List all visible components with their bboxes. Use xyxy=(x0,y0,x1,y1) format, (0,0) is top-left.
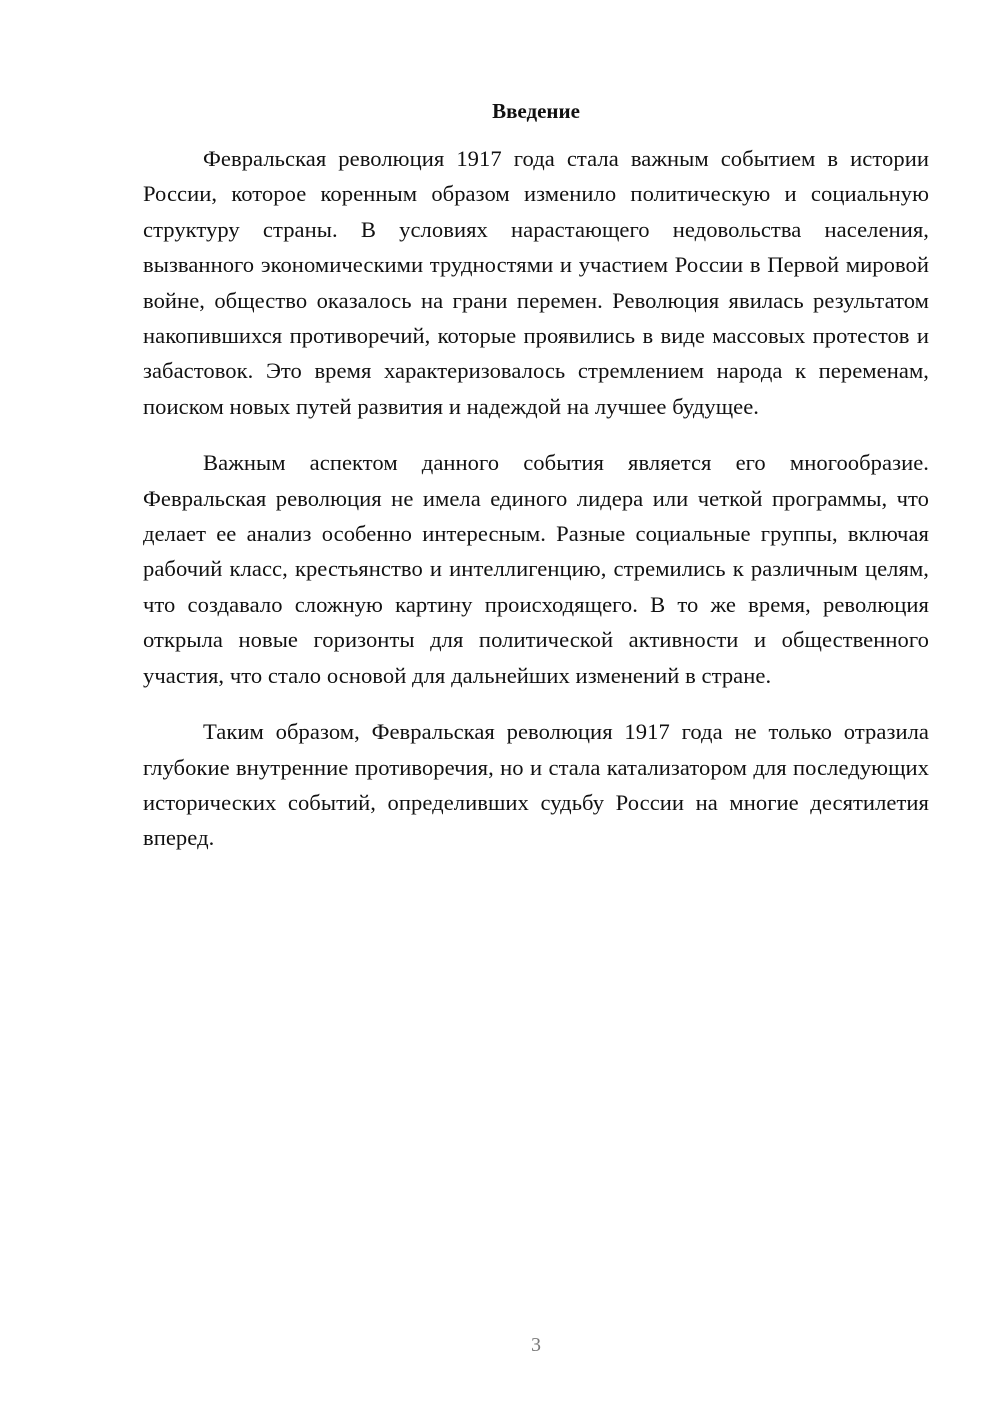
paragraph-conclusion: Таким образом, Февральская революция 1917 года не только отразила глубокие внутренние противоречия, но и стала катализатором для последующих исторических событий, определивших судьбу России на многие десятилетия вперед. xyxy=(143,719,929,851)
paragraph-diversity: Важным аспектом данного события является его многообразие. Февральская революция не имела единого лидера или четкой программы, что делает ее анализ особенно интересным. Разные социальные группы, включая рабочий класс, крестьянство и интеллигенцию, стремились к различным целям, что создавало сложную картину происходящего. В то же время, революция открыла новые горизонты для политической активности и общественного участия, что стало основой для дальнейших изменений в стране. xyxy=(143,450,929,688)
document-page xyxy=(143,94,929,877)
page-number: 3 xyxy=(531,1334,541,1356)
paragraph-intro: Февральская революция 1917 года стала важным событием в истории России, которое коренным образом изменило политическую и социальную структуру страны. В условиях нарастающего недовольства населения, вызванного экономическими трудностями и участием России в Первой мировой войне, общество оказалось на грани перемен. Революция явилась результатом накопившихся противоречий, которые проявились в виде массовых протестов и забастовок. Это время характеризовалось стремлением народа к переменам, поиском новых путей развития и надеждой на лучшее будущее. xyxy=(143,146,929,419)
section-heading: Введение xyxy=(492,99,580,123)
